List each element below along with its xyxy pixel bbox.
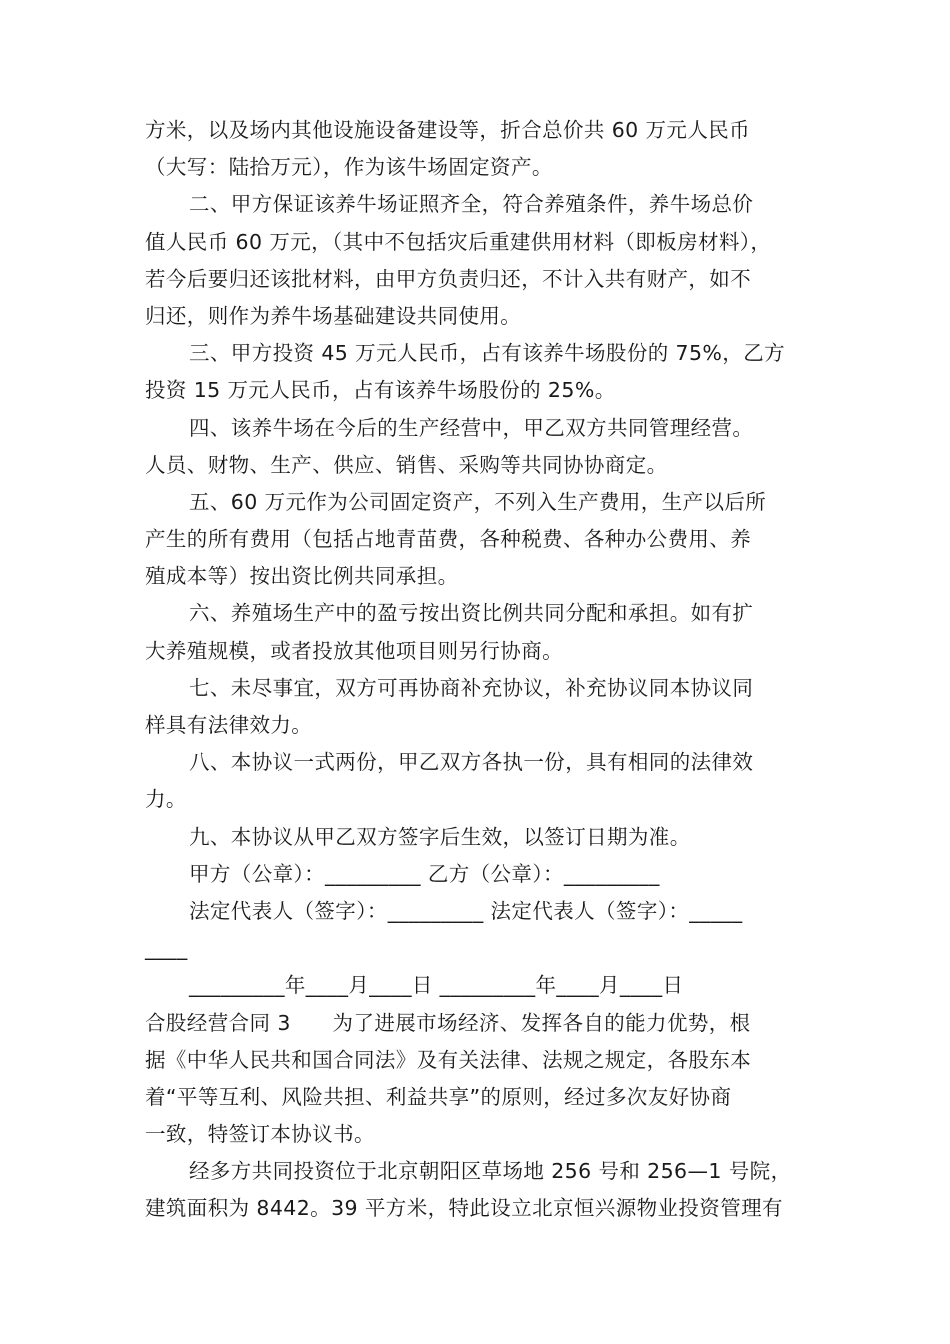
text-line: 力。 [145,787,187,812]
text-line: 归还，则作为养牛场基础建设共同使用。 [145,303,522,328]
text-line: _________年____月____日 _________年____月____日 [189,973,684,998]
text-line: 投资 15 万元人民币，占有该养牛场股份的 25%。 [145,378,616,403]
text-line: 六、养殖场生产中的盈亏按出资比例共同分配和承担。如有扩 [189,601,754,626]
text-line: 四、该养牛场在今后的生产经营中，甲乙双方共同管理经营。 [189,415,754,440]
text-line: 着“平等互利、风险共担、利益共享”的原则，经过多次友好协商 [145,1084,732,1109]
text-line: ____ [145,936,188,961]
text-line: 样具有法律效力。 [145,713,313,737]
text-line: 据《中华人民共和国合同法》及有关法律、法规之规定，各股东本 [145,1047,752,1072]
text-line: 五、60 万元作为公司固定资产，不列入生产费用，生产以后所 [189,489,767,514]
text-line: 产生的所有费用（包括占地青苗费，各种税费、各种办公费用、养 [145,527,752,552]
text-line: 七、未尽事宜，双方可再协商补充协议，补充协议同本协议同 [189,675,754,700]
text-line: 人员、财物、生产、供应、销售、采购等共同协协商定。 [145,452,668,477]
text-line: 殖成本等）按出资比例共同承担。 [145,564,459,589]
text-line: 三、甲方投资 45 万元人民币，占有该养牛场股份的 75%，乙方 [189,341,785,366]
text-line: 八、本协议一式两份，甲乙双方各执一份，具有相同的法律效 [189,750,754,775]
text-line: 值人民币 60 万元，（其中不包括灾后重建供用材料（即板房材料）， [145,229,772,254]
text-line: 甲方（公章）：_________ 乙方（公章）：_________ [189,861,660,886]
text-line: 建筑面积为 8442。39 平方米，特此设立北京恒兴源物业投资管理有 [145,1196,783,1221]
text-line: 二、甲方保证该养牛场证照齐全，符合养殖条件，养牛场总价 [189,192,754,217]
document-body [145,112,817,1228]
text-line: 九、本协议从甲乙双方签字后生效，以签订日期为准。 [189,824,691,849]
text-line: 方米，以及场内其他设施设备建设等，折合总价共 60 万元人民币 [145,118,751,142]
text-line: 经多方共同投资位于北京朝阳区草场地 256 号和 256—1 号院， [189,1159,792,1184]
text-line: （大写：陆拾万元），作为该牛场固定资产。 [145,155,553,180]
text-line: 合股经营合同 3 为了进展市场经济、发挥各自的能力优势，根 [145,1010,751,1035]
text-line: 若今后要归还该批材料，由甲方负责归还，不计入共有财产，如不 [145,266,752,291]
text-line: 法定代表人（签字）：_________ 法定代表人（签字）：_____ [189,898,743,923]
text-line: 一致，特签订本协议书。 [145,1122,375,1147]
text-line: 大养殖规模，或者投放其他项目则另行协商。 [145,638,563,663]
